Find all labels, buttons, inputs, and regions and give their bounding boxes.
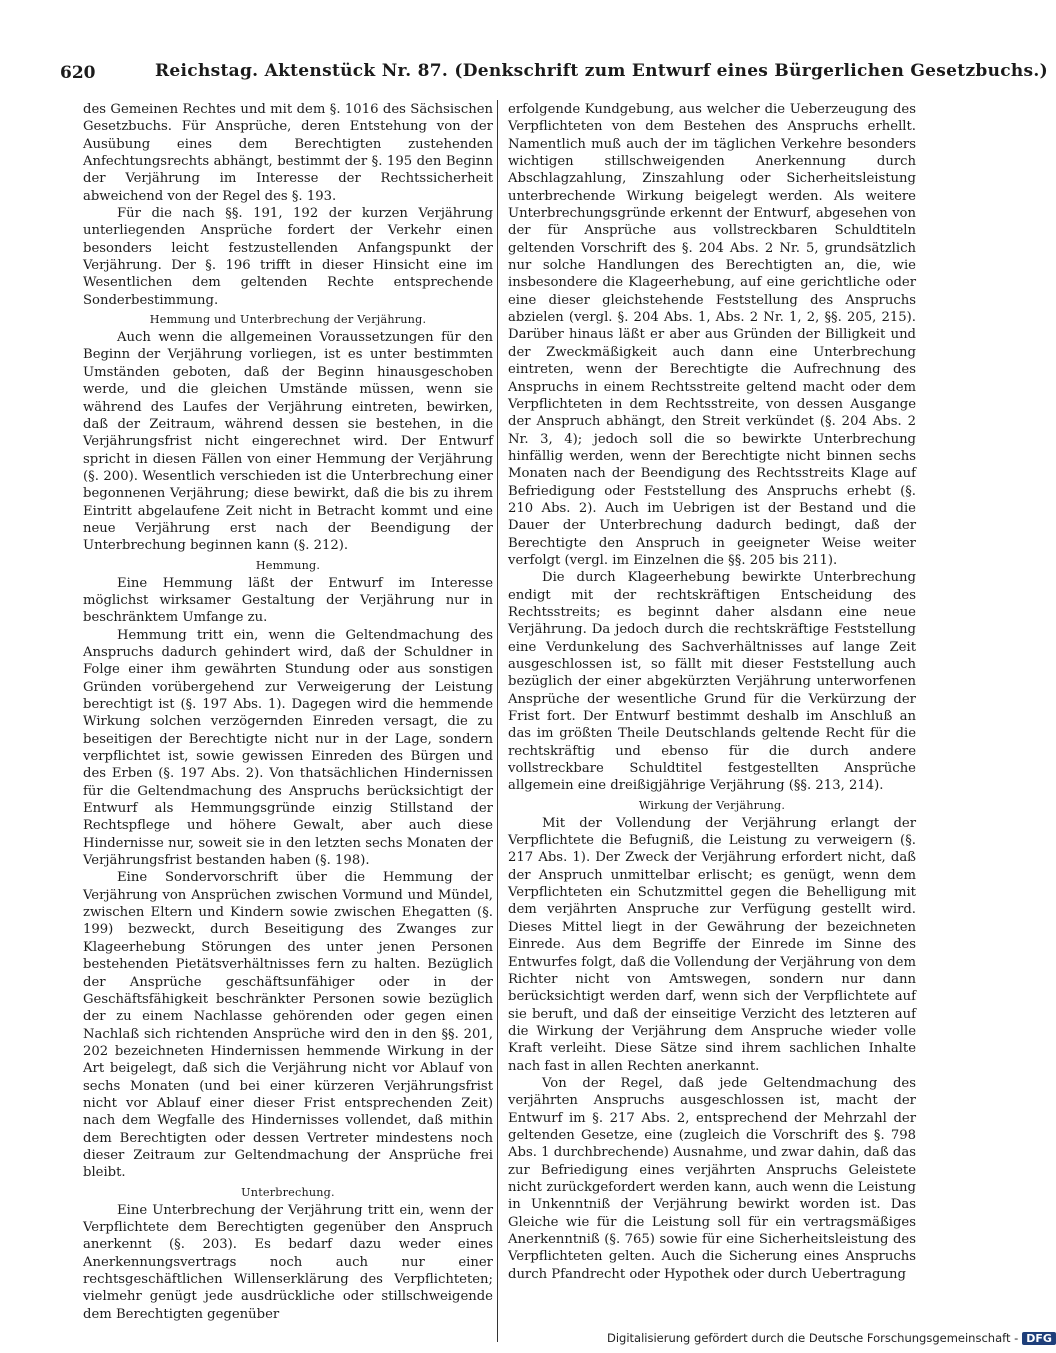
footer-text: Digitalisierung gefördert durch die Deutsche Forschungsgemeinschaft -: [607, 1331, 1019, 1345]
paragraph: Für die nach §§. 191, 192 der kurzen Verjährung unterliegenden Ansprüche fordert der Verkehr einen besonders leicht festzustellenden Anfangspunkt der Verjährung. Der §. 196 trifft in dieser Hinsicht eine im Wesentlichen dem geltenden Rechte entsprechende Sonderbestimmung.: [83, 206, 493, 308]
dfg-logo: DFG: [1022, 1332, 1056, 1345]
paragraph: Die durch Klageerhebung bewirkte Unterbrechung endigt mit der rechtskräftigen Entscheidung des Rechtsstreits; es beginnt daher alsdann eine neue Verjährung. Da jedoch durch die rechtskräftige Feststellung eine Verdunkelung des Sachverhältnisses auf lange Zeit ausgeschlossen ist, so fällt mit dieser Feststellung auch bezüglich der einer abgekürzten Verjährung unterworfenen Ansprüche der wesentliche Grund für die Verkürzung der Frist fort. Der Entwurf bestimmt deshalb im Anschluß an das im größten Theile Deutschlands geltende Recht für die rechtskräftig und ebenso für die durch andere vollstreckbare Schuldtitel festgestellten Ansprüche allgemein eine dreißigjährige Verjährung (§§. 213, 214).: [508, 570, 916, 794]
page-number: 620: [60, 63, 96, 83]
left-column: [83, 101, 493, 1323]
digitization-footer: [607, 1331, 1052, 1345]
paragraph: erfolgende Kundgebung, aus welcher die Ueberzeugung des Verpflichteten von dem Bestehen des Anspruchs erhellt. Namentlich muß auch der im täglichen Verkehre besonders wichtigen stillschweigenden Anerkennung durch Abschlagzahlung, Zinszahlung oder Sicherheitsleistung unterbrechende Wirkung beigelegt werden. Als weitere Unterbrechungsgründe erkennt der Entwurf, abgesehen von der für Ansprüche aus vollstreckbaren Schuldtiteln geltenden Vorschrift des §. 204 Abs. 2 Nr. 5, grundsätzlich nur solche Handlungen des Berechtigten an, die, wie insbesondere die Klageerhebung, auf eine gerichtliche oder eine dieser gleichstehende Feststellung des Anspruchs abzielen (vergl. §. 204 Abs. 1, Abs. 2 Nr. 1, 2, §§. 205, 215). Darüber hinaus läßt er aber aus Gründen der Billigkeit und der Zweckmäßigkeit auch dann eine Unterbrechung eintreten, wenn der Berechtigte die Aufrechnung des Anspruchs in einem Rechtsstreite geltend macht oder dem Verpflichteten in dem Rechtsstreite, von dessen Ausgange der Anspruch abhängt, den Streit verkündet (§. 204 Abs. 2 Nr. 3, 4); jedoch soll die so bewirkte Unterbrechung hinfällig werden, wenn der Berechtigte nicht binnen sechs Monaten nach der Beendigung des Rechtsstreits Klage auf Befriedigung oder Feststellung des Anspruchs erhebt (§. 210 Abs. 2). Auch im Uebrigen ist der Bestand und die Dauer der Unterbrechung dadurch bedingt, daß der Berechtigte den Anspruch in geeigneter Weise weiter verfolgt (vergl. im Einzelnen die §§. 205 bis 211).: [508, 102, 916, 568]
paragraph: Mit der Vollendung der Verjährung erlangt der Verpflichtete die Befugniß, die Leistung zu verweigern (§. 217 Abs. 1). Der Zweck der Verjährung erfordert nicht, daß der Anspruch unmittelbar erlischt; es genügt, wenn dem Verpflichteten ein Schutzmittel gegen die Behelligung mit dem verjährten Anspruche zur Verfügung gestellt wird. Dieses Mittel liegt in der Gewährung der bezeichneten Einrede. Aus dem Begriffe der Einrede im Sinne des Entwurfes folgt, daß die Vollendung der Verjährung von dem Richter nicht von Amtswegen, sondern nur dann berücksichtigt werden darf, wenn sich der Verpflichtete auf sie beruft, und daß der einseitige Verzicht des letzteren auf die Wirkung der Verjährung dem Anspruche wieder volle Kraft verleiht. Diese Sätze sind ihrem sachlichen Inhalte nach fast in allen Rechten anerkannt.: [508, 815, 916, 1074]
paragraph: Eine Sondervorschrift über die Hemmung der Verjährung von Ansprüchen zwischen Vormund und Mündel, zwischen Eltern und Kindern sowie zwischen Ehegatten (§. 199) bezweckt, durch Beseitigung des Zwanges zur Klageerhebung Störungen des unter jenen Personen bestehenden Pietätsverhältnisses fern zu halten. Bezüglich der Ansprüche geschäftsunfähiger oder in der Geschäftsfähigkeit beschränkter Personen sowie bezüglich der zu einem Nachlasse gehörenden oder gegen einen Nachlaß sich richtenden Ansprüche wird den in den §§. 201, 202 bezeichneten Hindernissen hemmende Wirkung in der Art beigelegt, daß sich die Verjährung nicht vor Ablauf von sechs Monaten (und bei einer kürzeren Verjährungsfrist nicht vor Ablauf einer dieser Frist entsprechenden Zeit) nach dem Wegfalle des Hindernisses vollendet, daß mithin dem Berechtigten oder dessen Vertreter mindestens noch dieser Zeitraum zur Geltendmachung der Ansprüche frei bleibt.: [83, 870, 493, 1181]
paragraph: Von der Regel, daß jede Geltendmachung des verjährten Anspruchs ausgeschlossen ist, macht der Entwurf im §. 217 Abs. 2, entsprechend der Mehrzahl der geltenden Gesetze, eine (zugleich die Vorschrift des §. 798 Abs. 1 durchbrechende) Ausnahme, und zwar dahin, daß das zur Befriedigung eines verjährten Anspruchs Geleistete nicht zurückgefordert werden kann, auch wenn die Leistung in Unkenntniß der Verjährung bewirkt worden ist. Das Gleiche wie für die Leistung soll für ein vertragsmäßiges Anerkenntniß (§. 765) sowie für eine Sicherheitsleistung des Verpflichteten gelten. Auch die Sicherung eines Anspruchs durch Pfandrecht oder Hypothek oder durch Uebertragung: [508, 1075, 916, 1282]
paragraph: Hemmung tritt ein, wenn die Geltendmachung des Anspruchs dadurch gehindert wird, daß der Schuldner in Folge einer ihm gewährten Stundung oder aus sonstigen Gründen vorübergehend zur Verweigerung der Leistung berechtigt ist (§. 197 Abs. 1). Dagegen wird die hemmende Wirkung solchen verzögernden Einreden versagt, die zu beseitigen der Berechtigte nicht nur in der Lage, sondern verpflichtet ist, sowie gewissen Einreden des Bürgen und des Erben (§. 197 Abs. 2). Von thatsächlichen Hindernissen für die Geltendmachung des Anspruchs berücksichtigt der Entwurf als Hemmungsgründe einzig Stillstand der Rechtspflege und höhere Gewalt, aber auch diese Hindernisse nur, soweit sie in den letzten sechs Monaten der Verjährungsfrist bestanden haben (§. 198).: [83, 627, 493, 869]
section-heading: Hemmung und Unterbrechung der Verjährung.: [149, 313, 427, 327]
section-heading: Hemmung.: [255, 558, 321, 572]
section-heading: Wirkung der Verjährung.: [638, 798, 786, 812]
column-divider: [497, 100, 498, 1342]
paragraph: Eine Hemmung läßt der Entwurf im Interesse möglichst wirksamer Gestaltung der Verjährung nur in beschränktem Umfange zu.: [83, 575, 493, 626]
paragraph: Auch wenn die allgemeinen Voraussetzungen für den Beginn der Verjährung vorliegen, ist es unter bestimmten Umständen geboten, daß der Beginn hinausgeschoben werde, und die gleichen Umstände müssen, wenn sie während des Laufes der Verjährung eintreten, bewirken, daß der Zeitraum, während dessen sie bestehen, in die Verjährungsfrist nicht eingerechnet wird. Der Entwurf spricht in diesen Fällen von einer Hemmung der Verjährung (§. 200). Wesentlich verschieden ist die Unterbrechung einer begonnenen Verjährung; diese bewirkt, daß die bis zu ihrem Eintritt abgelaufene Zeit nicht in Betracht kommt und eine neue Verjährung erst nach der Beendigung der Unterbrechung beginnen kann (§. 212).: [83, 330, 493, 554]
paragraph: des Gemeinen Rechtes und mit dem §. 1016 des Sächsischen Gesetzbuchs. Für Ansprüche, deren Entstehung von der Ausübung eines dem Berechtigten zustehenden Anfechtungsrechts abhängt, bestimmt der §. 195 den Beginn der Verjährung im Interesse der Rechtssicherheit abweichend von der Regel des §. 193.: [83, 102, 493, 204]
paragraph: Eine Unterbrechung der Verjährung tritt ein, wenn der Verpflichtete dem Berechtigten gegenüber den Anspruch anerkennt (§. 203). Es bedarf dazu weder eines Anerkennungsvertrags noch auch nur einer rechtsgeschäftlichen Willenserklärung des Verpflichteten; vielmehr genügt jede ausdrückliche oder stillschweigende dem Berechtigten gegenüber: [83, 1202, 493, 1322]
section-heading: Unterbrechung.: [241, 1185, 335, 1199]
right-column: [508, 101, 916, 1283]
running-head: Reichstag. Aktenstück Nr. 87. (Denkschrift zum Entwurf eines Bürgerlichen Gesetzbuchs.): [155, 61, 1048, 81]
